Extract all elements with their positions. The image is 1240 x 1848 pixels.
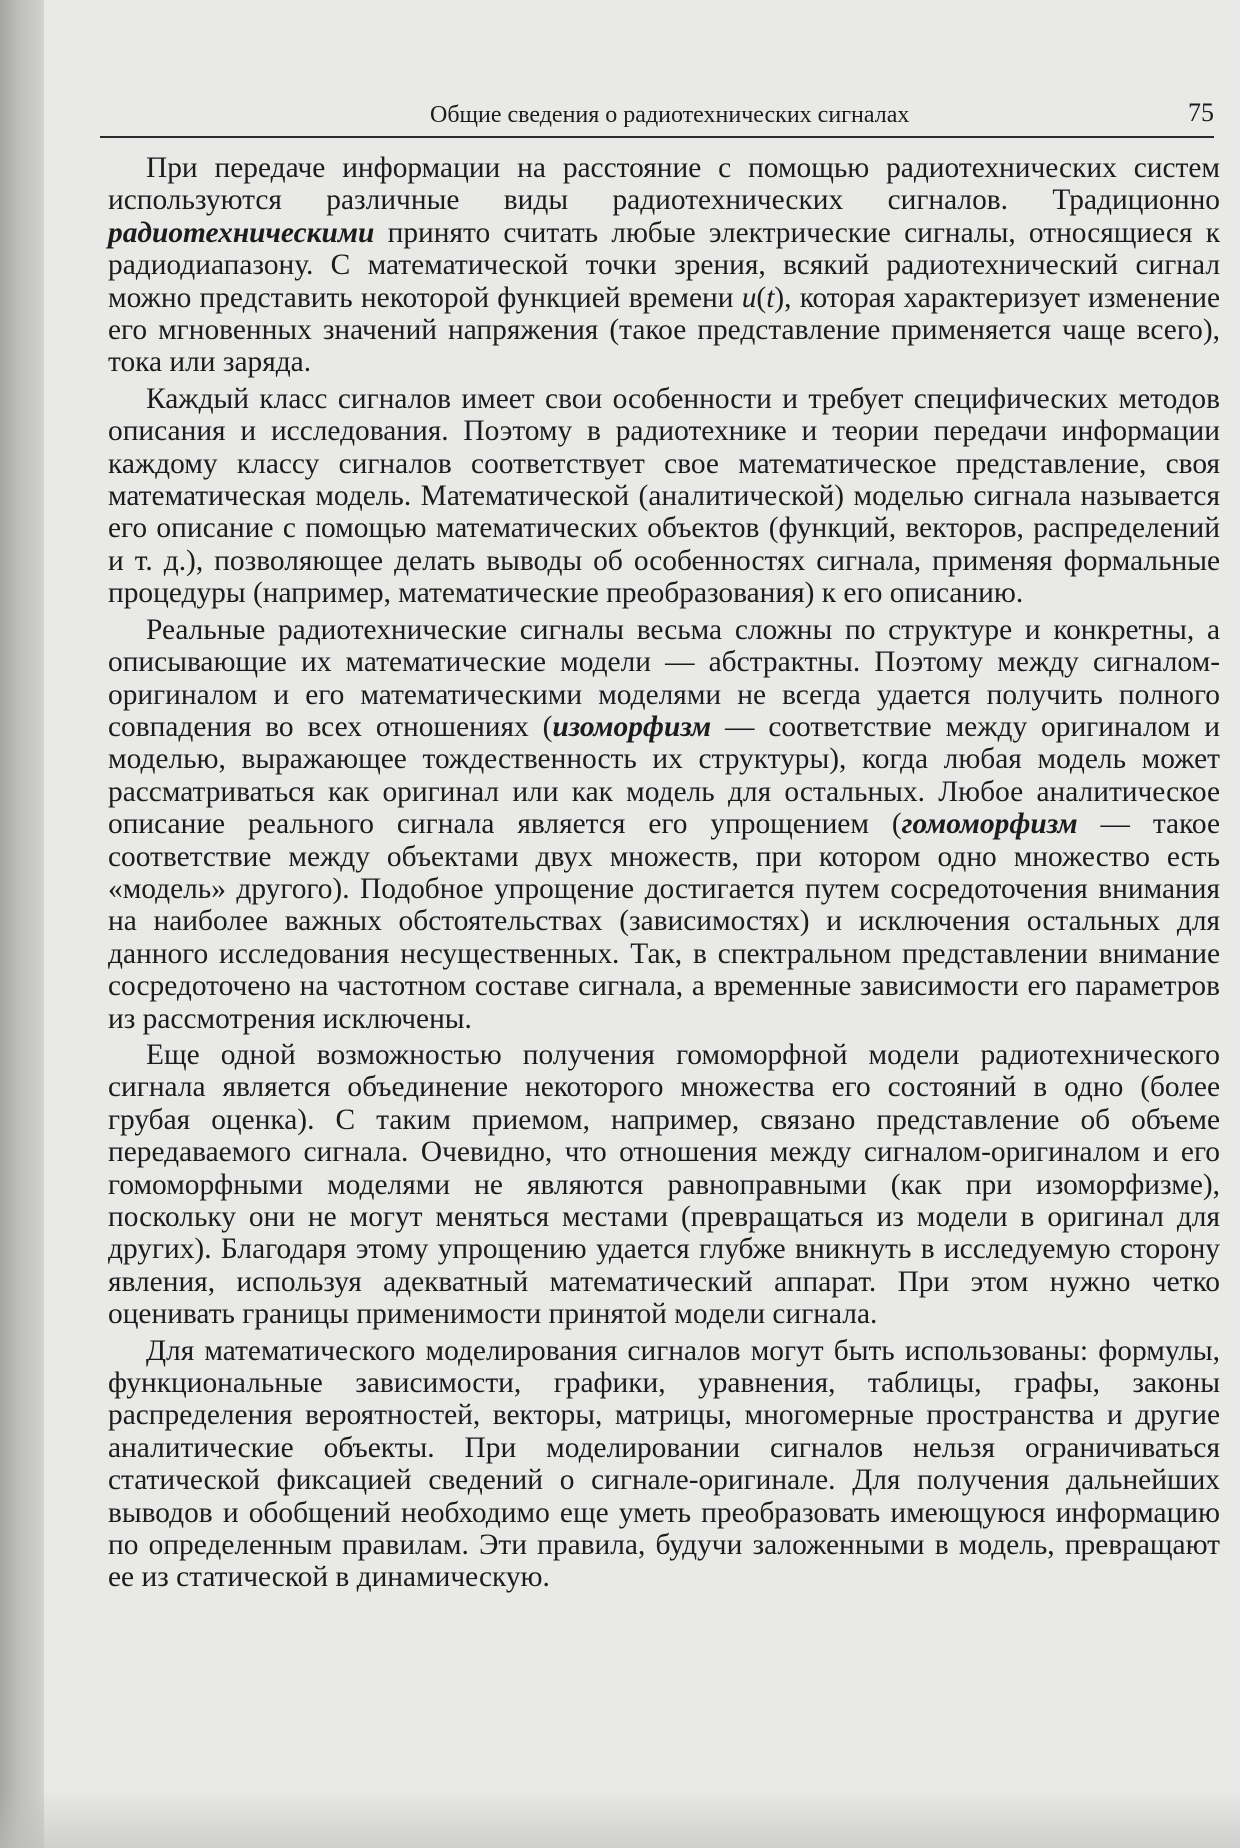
paragraph-2: Каждый класс сигналов имеет свои особенности и требует специфических методов описания и исследования. Поэтому в радиотехнике и теории передачи информации каждому классу сигналов соответствует свое математическое представление, своя математическая модель. Математической (аналитической) моделью сигнала называется его описание с помощью математических объектов (функций, векторов, распределений и т. д.), позволяющее делать выводы об особенностях сигнала, применяя формальные процедуры (например, математические преобразования) к его описанию. (108, 382, 1220, 610)
page-number: 75 (1188, 98, 1214, 127)
paragraph-5: Для математического моделирования сигналов могут быть использованы: формулы, функциональные зависимости, графики, уравнения, таблицы, графы, законы распределения вероятностей, векторы, матрицы, многомерные пространства и другие аналитические объекты. При моделировании сигналов нельзя ограничиваться статической фиксацией сведений о сигнале-оригинале. Для получения дальнейших выводов и обобщений необходимо еще уметь преобразовать имеющуюся информацию по определенным правилам. Эти правила, будучи заложенными в модель, превращают ее из статической в динамическую. (108, 1334, 1220, 1594)
paragraph-1-text-2: принято считать любые электрические сигналы, относящиеся к радиодиапазону. С математической точки зрения, всякий радиотехнический сигнал можно представить некоторой функцией времени (108, 216, 1220, 314)
term-homomorphism: гомоморфизм (901, 808, 1078, 841)
scan-shadow-bottom (0, 1788, 1240, 1848)
paragraph-4: Еще одной возможностью получения гомоморфной модели радиотехнического сигнала является объединение некоторого множества его состояний в одно (более грубая оценка). С таким приемом, например, связано представление об объеме передаваемого сигнала. Очевидно, что отношения между сигналом-оригиналом и его гомоморфными моделями не являются равноправными (как при изоморфизме), поскольку они не могут меняться местами (превращаться из модели в оригинал для других). Благодаря этому упрощению удается глубже вникнуть в исследуемую сторону явления, используя адекватный математический аппарат. При этом нужно четко оценивать границы применимости принятой модели сигнала. (108, 1038, 1220, 1331)
paragraph-3-text-3: — такое соответствие между объектами двух множеств, при котором одно множество есть «модель» другого). Подобное упрощение достигается путем сосредоточения внимания на наиболее важных обстоятельствах (зависимостях) и исключения остальных для данного исследования несущественных. Так, в спектральном представлении внимание сосредоточено на частотном составе сигнала, а временные зависимости его параметров из рассмотрения исключены. (108, 808, 1220, 1035)
paragraph-1-text: При передаче информации на расстояние с помощью радиотехнических систем используются различные виды радиотехнических сигналов. Традиционно (108, 152, 1220, 217)
page-header (100, 96, 1214, 138)
formula-t: t (766, 281, 775, 314)
body-text (108, 152, 1220, 1594)
scan-shadow-left (0, 0, 44, 1848)
book-page (44, 0, 1240, 1848)
paragraph-1-text-3: ), которая характеризует изменение его мгновенных значений напряжения (такое представление применяется чаще всего), тока или заряда. (108, 281, 1220, 379)
paragraph-1 (108, 152, 1220, 379)
paragraph-3-text-2: — соответствие между оригиналом и моделью, выражающее тождественность их структуры), когда любая модель может рассматриваться как оригинал или как модель для остальных. Любое аналитическое описание реального сигнала является его упрощением ( (108, 710, 1220, 841)
paragraph-3-text: Реальные радиотехнические сигналы весьма сложны по структуре и конкретны, а описывающие их математические модели — абстрактны. Поэтому между сигналом-оригиналом и его математическими моделями не всегда удается получить полного совпадения во всех отношениях ( (108, 613, 1220, 743)
formula-u: u (741, 281, 757, 314)
term-isomorphism: изоморфизм (552, 710, 712, 743)
formula-paren-open: ( (756, 281, 767, 314)
running-title: Общие сведения о радиотехнических сигналах (430, 102, 910, 128)
paragraph-3 (108, 614, 1220, 1035)
term-radiotechnical: радиотехническими (108, 216, 375, 249)
